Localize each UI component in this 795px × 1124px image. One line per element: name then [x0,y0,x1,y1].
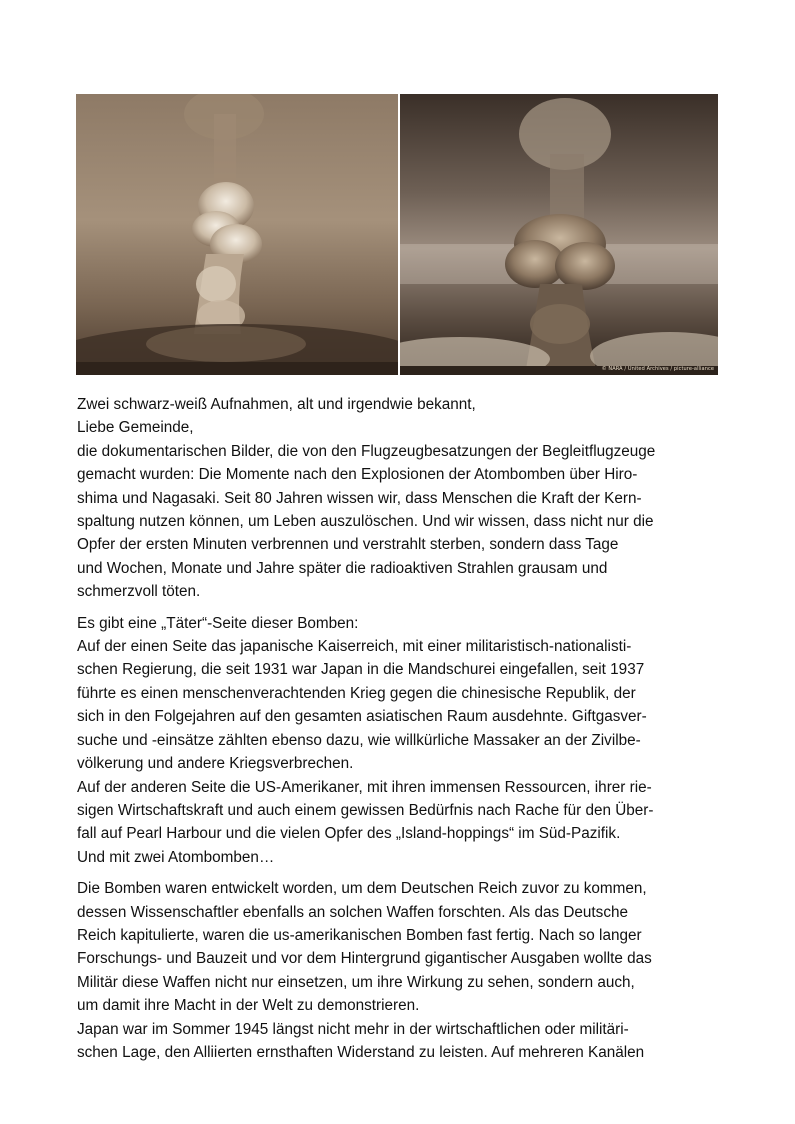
text-line: fall auf Pearl Harbour und die vielen Opfer des „Island-hoppings“ im Süd-Pazifik. [77,825,621,843]
photo-credit: © NARA / United Archives / picture-alliance [601,366,714,372]
text-line: Und mit zwei Atombomben… [77,848,275,866]
text-line: dessen Wissenschaftler ebenfalls an solchen Waffen forschten. Als das Deutsche [77,903,628,921]
text-line: völkerung und andere Kriegsverbrechen. [77,755,354,773]
paragraph-1 [77,393,723,604]
hiroshima-photo [76,94,398,375]
text-line: suche und -einsätze zählten ebenso dazu, wie willkürliche Massaker an der Zivilbe- [77,731,641,749]
text-line: spaltung nutzen können, um Leben auszulöschen. Und wir wissen, dass nicht nur die [77,513,654,531]
text-line: Militär diese Waffen nicht nur einsetzen, um ihre Wirkung zu sehen, sondern auch, [77,973,635,991]
nagasaki-photo [400,94,718,375]
hiroshima-mushroom-cloud-image [76,94,398,375]
text-line: gemacht wurden: Die Momente nach den Explosionen der Atombomben über Hiro- [77,466,638,484]
text-line: Zwei schwarz-weiß Aufnahmen, alt und irgendwie bekannt, [77,396,476,413]
paragraph-2 [77,612,723,869]
text-line: Opfer der ersten Minuten verbrennen und verstrahlt sterben, sondern dass Tage [77,536,619,554]
text-line: Auf der einen Seite das japanische Kaiserreich, mit einer militaristisch-nationalisti- [77,638,632,656]
text-line: Es gibt eine „Täter“-Seite dieser Bomben: [77,614,359,632]
text-line: Japan war im Sommer 1945 längst nicht mehr in der wirtschaftlichen oder militäri- [77,1020,629,1038]
text-line: sich in den Folgejahren auf den gesamten asiatischen Raum ausdehnte. Giftgasver- [77,708,647,726]
photo-strip [76,94,718,375]
text-line: Reich kapitulierte, waren die us-amerikanischen Bomben fast fertig. Nach so langer [77,926,642,944]
paragraph-3 [77,877,723,1064]
text-line: Auf der anderen Seite die US-Amerikaner, mit ihren immensen Ressourcen, ihrer rie- [77,778,652,796]
nagasaki-mushroom-cloud-image [400,94,718,375]
text-line: schen Lage, den Alliierten ernsthaften Widerstand zu leisten. Auf mehreren Kanälen [77,1043,645,1061]
text-line: shima und Nagasaki. Seit 80 Jahren wissen wir, dass Menschen die Kraft der Kern- [77,489,642,507]
text-line: um damit ihre Macht in der Welt zu demonstrieren. [77,997,420,1015]
text-line: führte es einen menschenverachtenden Krieg gegen die chinesische Republik, der [77,684,636,702]
text-line: und Wochen, Monate und Jahre später die radioaktiven Strahlen grausam und [77,559,608,577]
text-line: Die Bomben waren entwickelt worden, um dem Deutschen Reich zuvor zu kommen, [77,880,647,898]
text-line: die dokumentarischen Bilder, die von den Flugzeugbesatzungen der Begleitflugzeuge [77,442,656,460]
text-line: schmerzvoll töten. [77,583,201,601]
text-line: sigen Wirtschaftskraft und auch einem gewissen Bedürfnis nach Rache für den Über- [77,801,654,819]
salutation: Liebe Gemeinde, [77,419,194,437]
text-line: schen Regierung, die seit 1931 war Japan in die Mandschurei eingefallen, seit 1937 [77,661,645,679]
text-line: Forschungs- und Bauzeit und vor dem Hintergrund gigantischer Ausgaben wollte das [77,950,652,968]
sermon-text [77,393,723,1064]
